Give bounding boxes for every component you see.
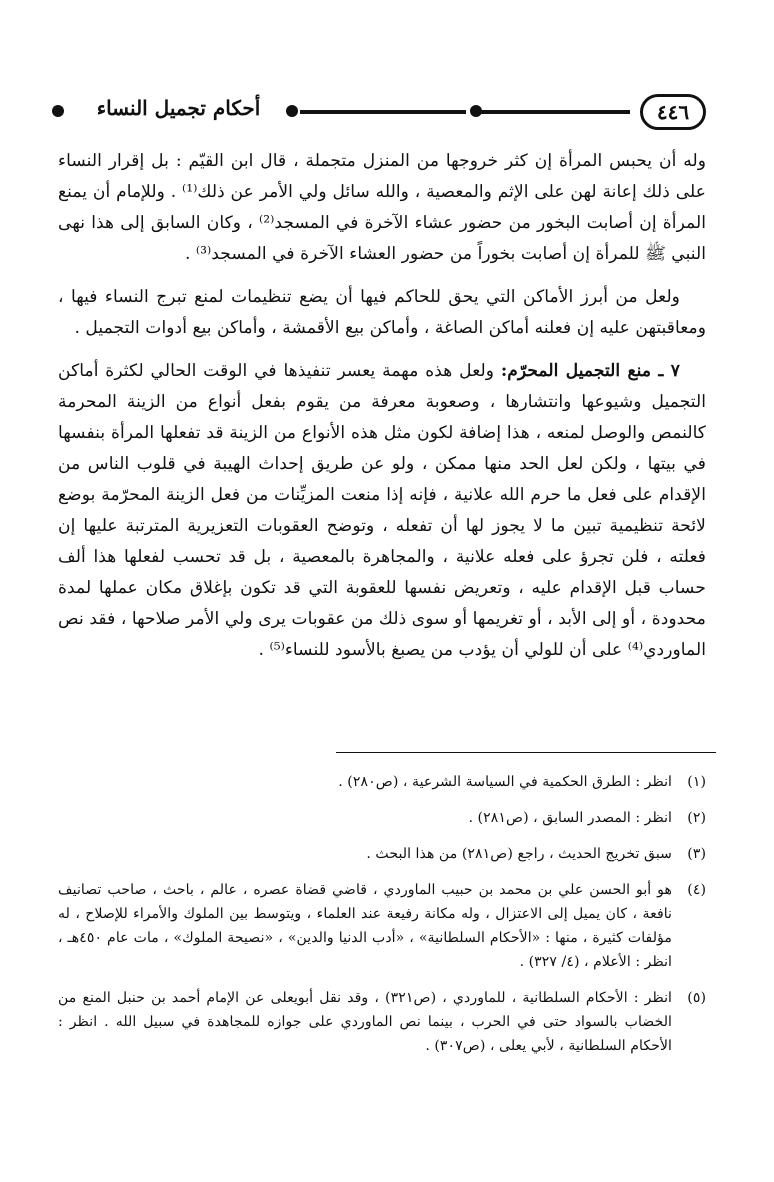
paragraph: وله أن يحبس المرأة إن كثر خروجها من المنزل متجملة ، قال ابن القيّم : بل إقرار النساء على ذلك إعانة لهن على الإثم والمعصية ، والله سائل ولي الأمر عن ذلك⁽¹⁾ . وللإمام أن يمنع المرأة إن أصابت البخور من حضور عشاء الآخرة في المسجد⁽²⁾ ، وكان السابق إلى هذا نهى النبي ﷺ للمرأة إن أصابت بخوراً من حضور العشاء الآخرة في المسجد⁽³⁾ . — [58, 151, 707, 264]
main-text — [58, 146, 706, 678]
header-dot — [470, 105, 482, 117]
footnotes — [58, 770, 706, 1070]
footnote-separator — [336, 752, 716, 753]
footnote — [58, 770, 706, 794]
footnote-text: هو أبو الحسن علي بن محمد بن حبيب الماوردي ، قاضي قضاة عصره ، عالم ، باحث ، صاحب تصانيف نافعة ، كان يميل إلى الاعتزال ، وله مكانة رفيعة عند العلماء ، ويتوسط بين الملوك والأمراء للإصلاح ، له مؤلفات كثيرة ، منها : «الأحكام السلطانية» ، «أدب الدنيا والدين» ، «نصيحة الملوك» ، مات عام ٤٥٠هـ ، انظر : الأعلام ، (٤/ ٣٢٧) . — [58, 882, 672, 970]
header-rule-right — [480, 110, 630, 114]
footnote-number: (٥) — [687, 990, 706, 1006]
footnote-text: انظر : المصدر السابق ، (ص٢٨١) . — [468, 810, 672, 826]
header-rule-left — [300, 110, 466, 114]
footnote-text: انظر : الطرق الحكمية في السياسة الشرعية ، (ص٢٨٠) . — [338, 774, 672, 790]
footnote — [58, 842, 706, 866]
footnote — [58, 878, 706, 974]
footnote-number: (٢) — [687, 810, 706, 826]
paragraph-text: ولعل هذه مهمة يعسر تنفيذها في الوقت الحالي لكثرة أماكن التجميل وشيوعها وانتشارها ، وصعوبة معرفة من يقوم بفعل أنواع من الزينة المحرمة كالنمص والوصل لمنعه ، هذا إضافة لكون مثل هذه الأنواع من الزينة قد تفعلها المرأة بنفسها في بيتها ، ولكن لعل الحد منها ممكن ، ولو عن طريق إحداث الهيبة في قلوب الناس من الإقدام على فعل ما حرم الله علانية ، فإنه إذا منعت المزيِّنات من فعل الزينة المحرّمة بوضع لائحة تنظيمية تبين ما لا يجوز لها أن تفعله ، وتوضح العقوبات التعزيرية المترتبة عليها إن فعلته ، فلن تجرؤ على فعله علانية ، والمجاهرة بالمعصية ، بل قد تحسب لفعلها هذا ألف حساب قبل الإقدام عليه ، وتعريض نفسها للعقوبة التي قد تكون بإغلاق مكان عملها لمدة محدودة ، أو إلى الأبد ، أو تغريمها أو سوى ذلك من عقوبات يرى ولي الأمر صلاحها ، فقد نص الماوردي⁽⁴⁾ على أن للولي أن يؤدب من يصبغ بالأسود للنساء⁽⁵⁾ . — [58, 361, 706, 660]
footnote-text: سبق تخريج الحديث ، راجع (ص٢٨١) من هذا البحث . — [366, 846, 672, 862]
paragraph — [58, 356, 706, 666]
footnote-text: انظر : الأحكام السلطانية ، للماوردي ، (ص٣٢١) ، وقد نقل أبويعلى عن الإمام أحمد بن حنبل المنع من الخضاب بالسواد حتى في الحرب ، بينما نص الماوردي على جوازه للمجاهدة في سبيل الله . انظر : الأحكام السلطانية ، لأبي يعلى ، (ص٣٠٧) . — [58, 990, 672, 1054]
page-number: ٤٤٦ — [640, 94, 706, 130]
footnote-number: (٣) — [687, 846, 706, 862]
paragraph: ولعل من أبرز الأماكن التي يحق للحاكم فيها أن يضع تنظيمات لمنع تبرج النساء فيها ، ومعاقبتهن عليه إن فعلنه أماكن الصاغة ، وأماكن بيع الأقمشة ، وأماكن بيع أدوات التجميل . — [58, 287, 706, 338]
footnote-number: (١) — [687, 774, 706, 790]
footnote-number: (٤) — [687, 882, 706, 898]
running-title: أحكام تجميل النساء — [96, 96, 261, 120]
header-dot — [52, 105, 64, 117]
header-dot — [286, 105, 298, 117]
footnote — [58, 806, 706, 830]
section-heading: ٧ ـ منع التجميل المحرّم: — [500, 361, 680, 381]
footnote — [58, 986, 706, 1058]
page-header — [58, 92, 706, 136]
